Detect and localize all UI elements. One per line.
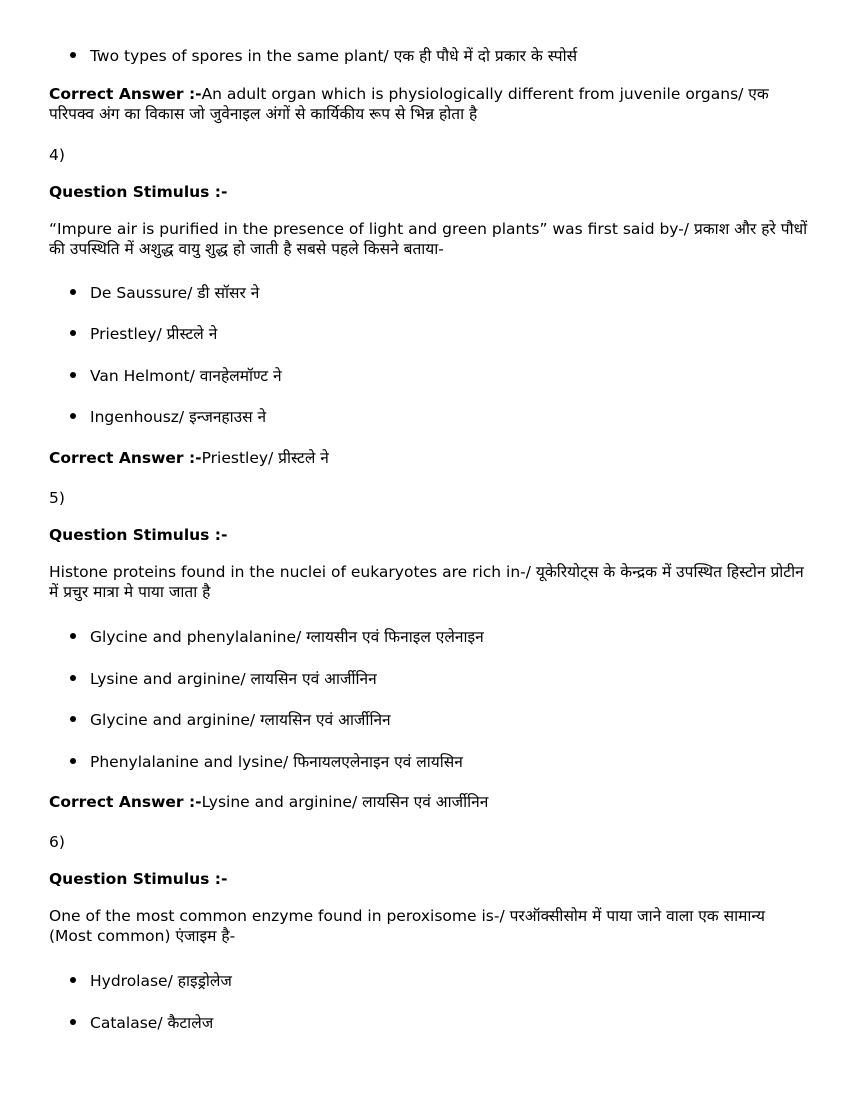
question-stimulus: Histone proteins found in the nuclei of eukaryotes are rich in-/ यूकेरियोट्स के केन्द्रक में उपस्थित हिस्टोन प्रोटीन में प्रचुर मात्रा मे पाया जाता है <box>49 563 804 601</box>
option-text: Phenylalanine and lysine/ फिनायलएलेनाइन एवं लायसिन <box>90 753 463 771</box>
bullet-icon <box>70 372 76 378</box>
question-stimulus-heading: Question Stimulus :- <box>49 526 228 544</box>
correct-answer-label: Correct Answer :- <box>49 85 202 103</box>
option-item <box>70 708 391 730</box>
question-number: 6) <box>49 833 65 851</box>
option-item <box>70 281 259 303</box>
question-number: 5) <box>49 489 65 507</box>
option-text: Glycine and phenylalanine/ ग्लायसीन एवं फिनाइल एलेनाइन <box>90 628 484 646</box>
correct-answer <box>49 790 488 812</box>
option-item <box>70 322 217 344</box>
question-stimulus-heading: Question Stimulus :- <box>49 183 228 201</box>
option-item <box>70 750 463 772</box>
option-item <box>70 625 484 647</box>
bullet-icon <box>70 633 76 639</box>
option-item <box>70 364 282 386</box>
bullet-icon <box>70 52 76 58</box>
option-text: Glycine and arginine/ ग्लायसिन एवं आर्जीनिन <box>90 711 391 729</box>
option-text: Two types of spores in the same plant/ एक ही पौधे में दो प्रकार के स्पोर्स <box>90 47 578 65</box>
question-stimulus-label <box>49 870 227 888</box>
question-stimulus: One of the most common enzyme found in peroxisome is-/ परऑक्सीसोम में पाया जाने वाला एक सामान्य (Most common) एंजाइम है- <box>49 907 765 945</box>
option-item <box>70 405 266 427</box>
correct-answer-text: Priestley/ प्रीस्टले ने <box>201 449 329 467</box>
option-item <box>70 44 577 66</box>
option-item <box>70 1011 213 1033</box>
bullet-icon <box>70 413 76 419</box>
bullet-icon <box>70 330 76 336</box>
option-text: Ingenhousz/ इन्जनहाउस ने <box>90 408 267 426</box>
correct-answer-label: Correct Answer :- <box>49 793 202 811</box>
option-item <box>70 667 377 689</box>
question-stimulus: “Impure air is purified in the presence of light and green plants” was first said by-/ प्रकाश और हरे पौधों की उपस्थिति में अशुद्ध वायु शुद्ध हो जाती है सबसे पहले किसने बताया- <box>49 220 808 258</box>
option-text: Van Helmont/ वानहेलमॉण्ट ने <box>90 367 282 385</box>
bullet-icon <box>70 675 76 681</box>
bullet-icon <box>70 1019 76 1025</box>
option-text: Catalase/ कैटालेज <box>90 1014 214 1032</box>
bullet-icon <box>70 289 76 295</box>
option-text: Lysine and arginine/ लायसिन एवं आर्जीनिन <box>90 670 377 688</box>
option-item <box>70 969 232 991</box>
question-number: 4) <box>49 146 65 164</box>
bullet-icon <box>70 758 76 764</box>
bullet-icon <box>70 716 76 722</box>
bullet-icon <box>70 977 76 983</box>
option-text: De Saussure/ डी सॉसर ने <box>90 284 260 302</box>
correct-answer-text: An adult organ which is physiologically different from juvenile organs/ एक परिपक्व अंग का विकास जो जुवेनाइल अंगों से कार्यिकीय रूप से भिन्न होता है <box>49 85 769 123</box>
correct-answer <box>49 84 809 124</box>
option-text: Hydrolase/ हाइड्रोलेज <box>90 972 232 990</box>
correct-answer <box>49 446 329 468</box>
correct-answer-text: Lysine and arginine/ लायसिन एवं आर्जीनिन <box>201 793 489 811</box>
option-text: Priestley/ प्रीस्टले ने <box>90 325 218 343</box>
question-stimulus-label <box>49 183 227 201</box>
correct-answer-label: Correct Answer :- <box>49 449 202 467</box>
question-stimulus-label <box>49 526 227 544</box>
question-stimulus-heading: Question Stimulus :- <box>49 870 228 888</box>
